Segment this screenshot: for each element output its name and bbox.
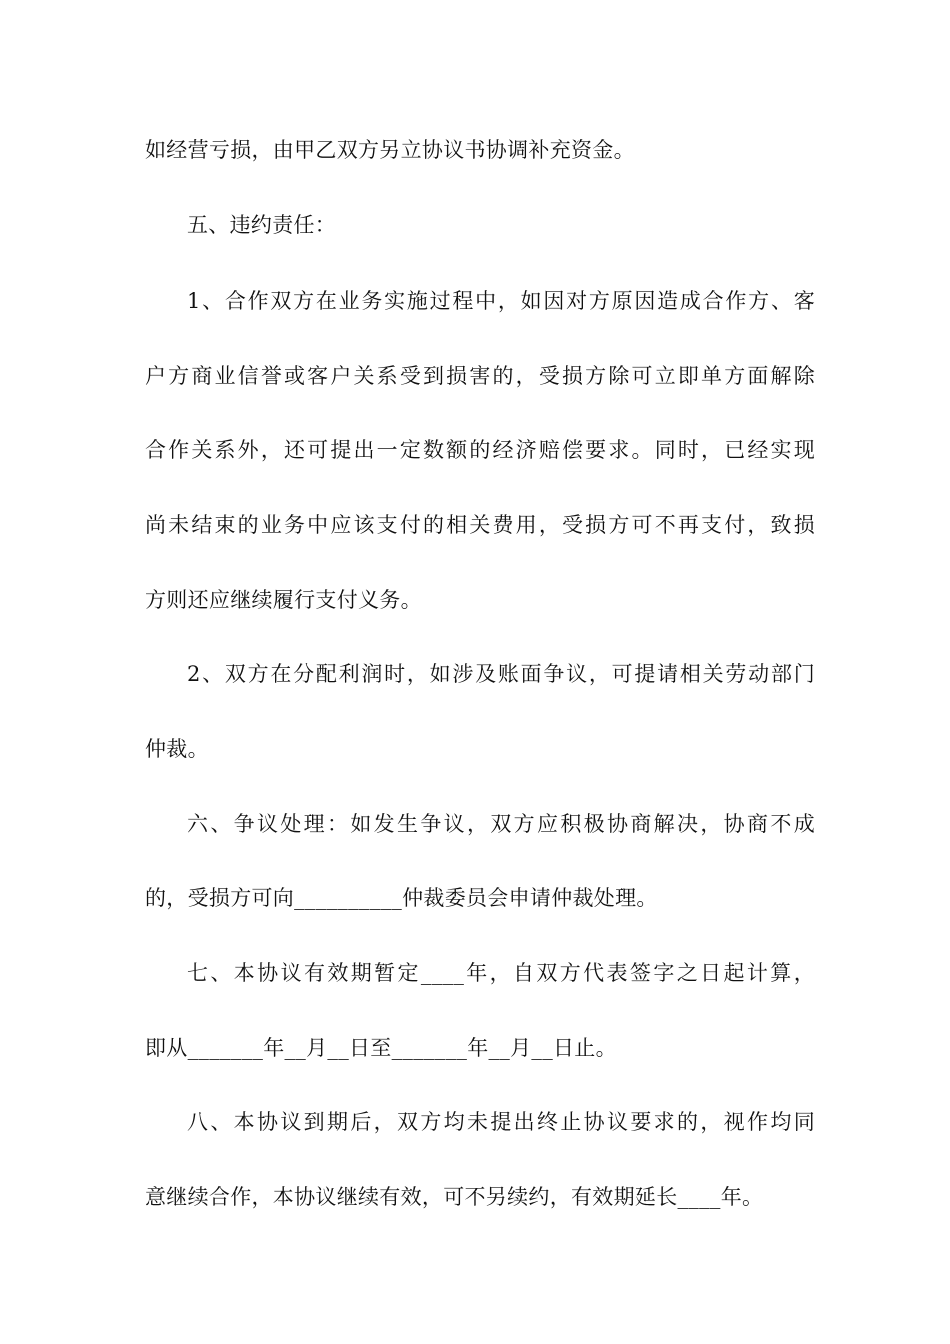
text-line-9: 仲裁。 xyxy=(145,737,209,761)
text-line-5: 合作关系外，还可提出一定数额的经济赔偿要求。同时，已经实现 xyxy=(145,438,815,462)
text-line-11: 的，受损方可向__________仲裁委员会申请仲裁处理。 xyxy=(145,886,658,910)
text-line-6: 尚未结束的业务中应该支付的相关费用，受损方可不再支付，致损 xyxy=(145,513,815,537)
section-heading-dispute-resolution: 六、争议处理：如发生争议，双方应积极协商解决，协商不成 xyxy=(187,812,815,836)
text-line-15: 意继续合作，本协议继续有效，可不另续约，有效期延长____年。 xyxy=(145,1185,764,1209)
text-line-4: 户方商业信誉或客户关系受到损害的，受损方除可立即单方面解除 xyxy=(145,364,815,388)
section-heading-breach-liability: 五、违约责任： xyxy=(187,213,337,237)
text-line-8: 2、双方在分配利润时，如涉及账面争议，可提请相关劳动部门 xyxy=(187,662,815,686)
text-line-1: 如经营亏损，由甲乙双方另立协议书协调补充资金。 xyxy=(145,138,635,162)
section-heading-validity-period: 七、本协议有效期暂定____年，自双方代表签字之日起计算， xyxy=(187,961,815,985)
text-line-7: 方则还应继续履行支付义务。 xyxy=(145,588,422,612)
section-heading-expiration: 八、本协议到期后，双方均未提出终止协议要求的，视作均同 xyxy=(187,1110,815,1134)
text-line-3: 1、合作双方在业务实施过程中，如因对方原因造成合作方、客 xyxy=(187,289,815,313)
text-line-13: 即从_______年__月__日至_______年__月__日止。 xyxy=(145,1036,617,1060)
